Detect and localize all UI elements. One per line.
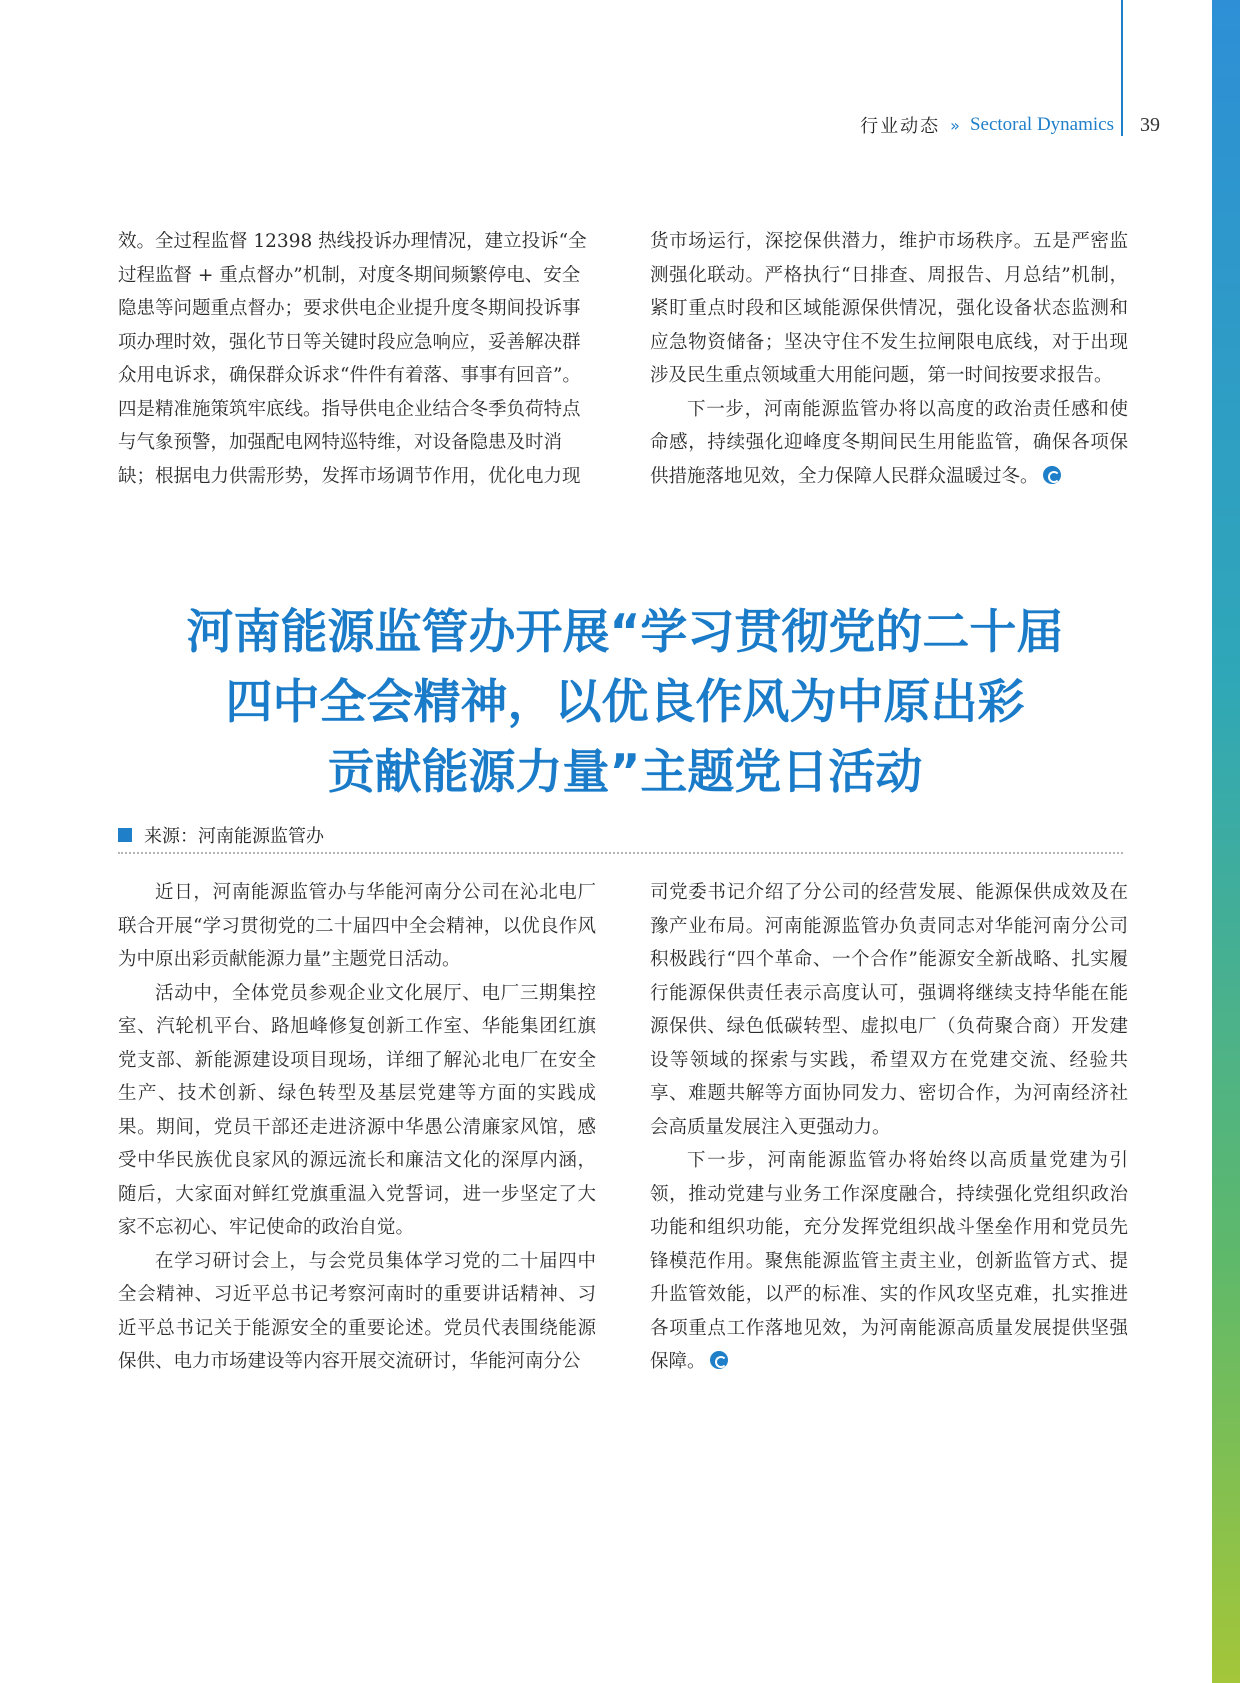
continued-left-line: 众用电诉求，确保群众诉求“件件有着落、事事有回音”。: [118, 365, 581, 386]
continued-left-column: [118, 225, 596, 493]
continued-left-line: 隐患等问题重点督办；要求供电企业提升度冬期间投诉事: [118, 298, 581, 319]
article-paragraph: 在学习研讨会上，与会党员集体学习党的二十届四中全会精神、习近平总书记考察河南时的重要讲话精神、习近平总书记关于能源安全的重要论述。党员代表围绕能源保供、电力市场建设等内容开展交流研讨，华能河南分公: [118, 1250, 596, 1372]
continued-left-line: 项办理时效，强化节日等关键时段应急响应，妥善解决群: [118, 331, 581, 353]
continued-left-line: 与气象预警，加强配电网特巡特维，对设备隐患及时消: [118, 432, 563, 453]
article-title: [100, 598, 1150, 808]
article-left-column: [118, 876, 596, 1379]
article-end-icon: [1043, 466, 1061, 484]
title-line: 四中全会精神，以优良作风为中原出彩: [225, 675, 1025, 730]
article-paragraph: 近日，河南能源监管办与华能河南分公司在沁北电厂联合开展“学习贯彻党的二十届四中全会精神，以优良作风为中原出彩贡献能源力量”主题党日活动。: [118, 882, 596, 970]
title-line: 贡献能源力量”主题党日活动: [327, 745, 923, 800]
article-paragraph: 活动中，全体党员参观企业文化展厅、电厂三期集控室、汽轮机平台、路旭峰修复创新工作室、华能集团红旗党支部、新能源建设项目现场，详细了解沁北电厂在安全生产、技术创新、绿色转型及基层党建等方面的实践成果。期间，党员干部还走进济源中华愚公清廉家风馆，感受中华民族优良家风的源远流长和廉洁文化的深厚内涵，随后，大家面对鲜红党旗重温入党誓词，进一步坚定了大家不忘初心、牢记使命的政治自觉。: [118, 982, 596, 1238]
section-title-cn: 行业动态: [860, 116, 941, 137]
article-end-icon: [710, 1351, 728, 1369]
side-gradient-bar: [1212, 0, 1240, 1683]
dotted-divider: [118, 852, 1123, 854]
article-source: [118, 822, 1123, 848]
source-text: 来源：河南能源监管办: [144, 826, 324, 847]
chevron-icon: »: [950, 115, 960, 135]
title-line: 河南能源监管办开展“学习贯彻党的二十届: [186, 605, 1064, 660]
continued-right-paragraph: 货市场运行，深挖保供潜力，维护市场秩序。五是严密监测强化联动。严格执行“日排查、周报告、月总结”机制，紧盯重点时段和区域能源保供情况，强化设备状态监测和应急物资储备；坚决守住不发生拉闸限电底线，对于出现涉及民生重点领域重大用能问题，第一时间按要求报告。: [650, 231, 1128, 386]
continued-left-line: 缺；根据电力供需形势，发挥市场调节作用，优化电力现: [118, 465, 581, 487]
continued-right-column: [650, 225, 1128, 493]
article-paragraph: [650, 1144, 1128, 1379]
running-header: [860, 110, 1160, 140]
continued-left-line: 过程监督 + 重点督办”机制，对度冬期间频繁停电、安全: [118, 264, 581, 286]
continued-right-paragraph: [650, 393, 1128, 494]
continued-left-line: 效。全过程监督 12398 热线投诉办理情况，建立投诉“全: [118, 231, 587, 252]
section-title-en: Sectoral Dynamics: [969, 114, 1114, 135]
article-right-column: [650, 876, 1128, 1379]
paragraph-text: 下一步，河南能源监管办将始终以高质量党建为引领，推动党建与业务工作深度融合，持续强化党组织政治功能和组织功能，充分发挥党组织战斗堡垒作用和党员先锋模范作用。聚焦能源监管主责主业，创新监管方式、提升监管效能，以严的标准、实的作风攻坚克难，扎实推进各项重点工作落地见效，为河南能源高质量发展提供坚强保障。: [650, 1150, 1128, 1372]
square-bullet-icon: [118, 828, 132, 842]
page-number: 39: [1140, 113, 1160, 136]
continued-left-line: 四是精准施策筑牢底线。指导供电企业结合冬季负荷特点: [118, 398, 581, 420]
article-paragraph: 司党委书记介绍了分公司的经营发展、能源保供成效及在豫产业布局。河南能源监管办负责同志对华能河南分公司积极践行“四个革命、一个合作”能源安全新战略、扎实履行能源保供责任表示高度认可，强调将继续支持华能在能源保供、绿色低碳转型、虚拟电厂（负荷聚合商）开发建设等领域的探索与实践，希望双方在党建交流、经验共享、难题共解等方面协同发力、密切合作，为河南经济社会高质量发展注入更强动力。: [650, 882, 1128, 1138]
paragraph-text: 下一步，河南能源监管办将以高度的政治责任感和使命感，持续强化迎峰度冬期间民生用能监管，确保各项保供措施落地见效，全力保障人民群众温暖过冬。: [650, 398, 1128, 487]
